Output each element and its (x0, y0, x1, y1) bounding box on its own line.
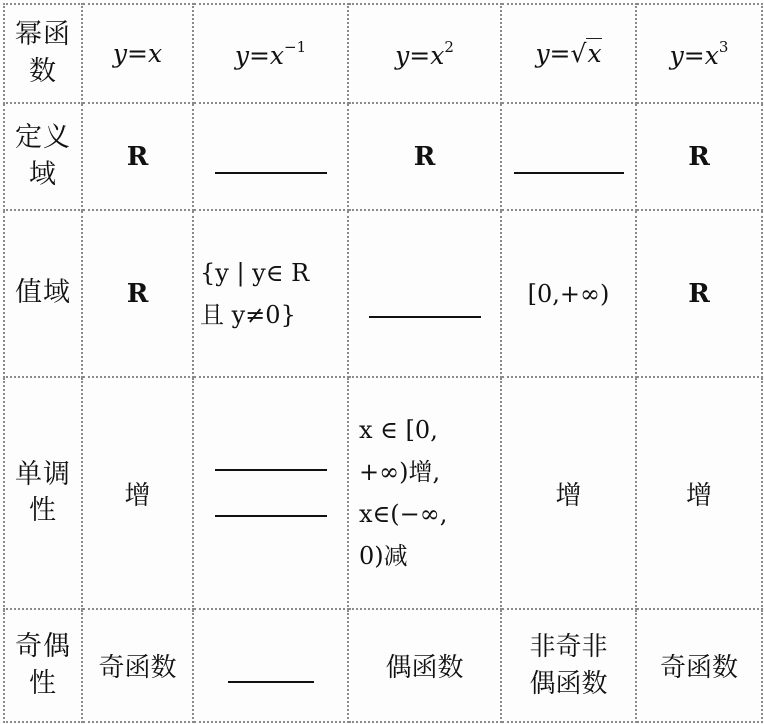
domain-cell-blank (193, 103, 348, 210)
domain-cell: R (82, 103, 193, 210)
monotonicity-cell: 增 (82, 377, 193, 609)
sqrt-symbol: √ (570, 39, 587, 68)
header-label: 幂函 数 (4, 4, 82, 103)
parity-cell: 奇函数 (636, 609, 762, 722)
monotonicity-row (4, 377, 762, 609)
range-cell: [0,+∞) (501, 210, 636, 377)
range-cell: R (82, 210, 193, 377)
range-label: 值域 (4, 210, 82, 377)
monotonicity-cell: 增 (636, 377, 762, 609)
func-y-sqrt-x: y=√x (501, 4, 636, 103)
parity-cell: 奇函数 (82, 609, 193, 722)
func-y-x-inv: y=x−1 (193, 4, 348, 103)
range-row (4, 210, 762, 377)
answer-blank (215, 172, 327, 174)
domain-row (4, 103, 762, 210)
answer-blank (369, 316, 481, 318)
header-row (4, 4, 762, 103)
answer-blank (228, 681, 314, 683)
answer-blank (215, 515, 327, 517)
answer-blank (215, 469, 327, 471)
func-y-x-sq: y=x2 (348, 4, 501, 103)
parity-cell: 非奇非 偶函数 (501, 609, 636, 722)
domain-cell-blank (501, 103, 636, 210)
monotonicity-label: 单调 性 (4, 377, 82, 609)
answer-blank-pair (200, 469, 341, 517)
domain-cell: R (348, 103, 501, 210)
domain-label: 定义 域 (4, 103, 82, 210)
monotonicity-cell-blank (193, 377, 348, 609)
func-y-x-cube: y=x3 (636, 4, 762, 103)
parity-label: 奇偶 性 (4, 609, 82, 722)
monotonicity-cell: x ∈ [0, +∞)增, x∈(−∞, 0)减 (348, 377, 501, 609)
answer-blank (514, 172, 624, 174)
parity-cell-blank (193, 609, 348, 722)
func-y-x: y=x (82, 4, 193, 103)
power-function-table (3, 3, 763, 723)
range-cell-blank (348, 210, 501, 377)
parity-row (4, 609, 762, 722)
monotonicity-cell: 增 (501, 377, 636, 609)
domain-cell: R (636, 103, 762, 210)
parity-cell: 偶函数 (348, 609, 501, 722)
range-cell: {y | y∈ R 且 y≠0} (193, 210, 348, 377)
range-cell: R (636, 210, 762, 377)
